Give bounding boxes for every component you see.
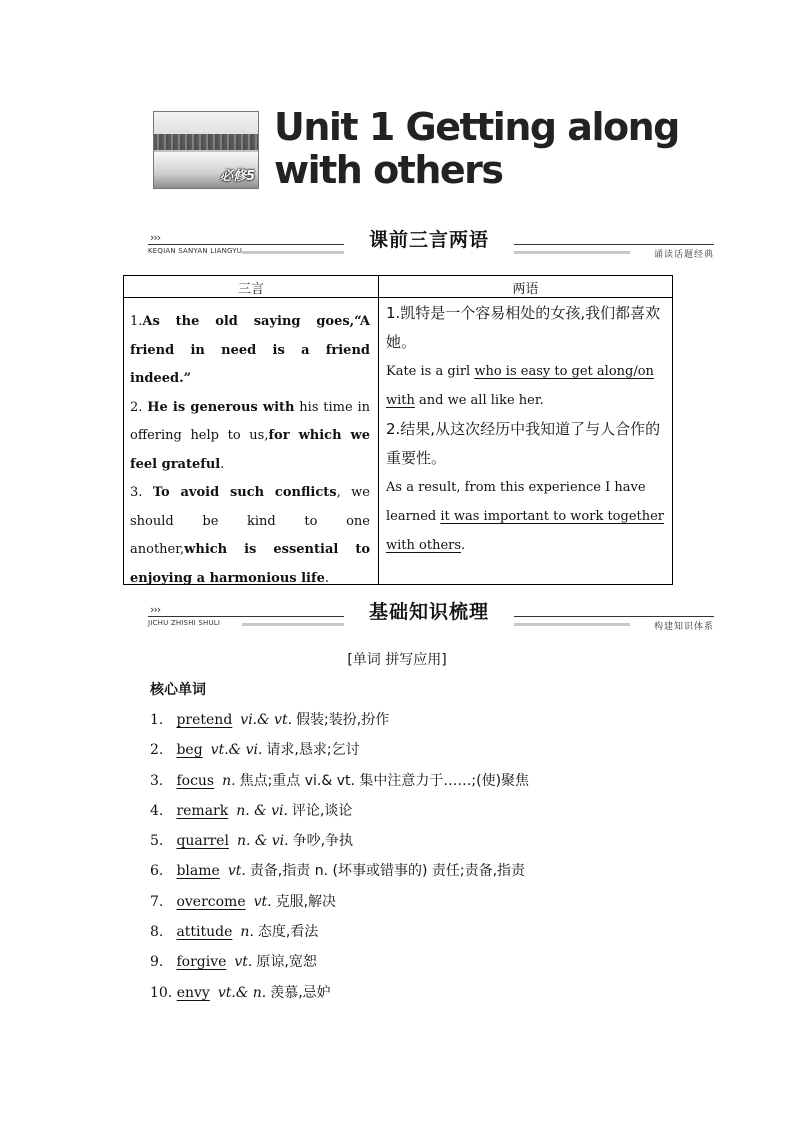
decor-bar-right xyxy=(514,623,630,626)
sentence-2-plain-b: . xyxy=(220,456,225,472)
vocab-number: 3. xyxy=(150,772,164,789)
divider-right xyxy=(514,616,714,617)
vocab-number: 9. xyxy=(150,954,164,971)
table-cell-right xyxy=(386,299,668,560)
translation-1-english xyxy=(386,357,668,415)
vocab-meaning: 克服,解决 xyxy=(275,893,337,910)
sentence-3-plain-b: . xyxy=(324,570,329,586)
decor-bar-right xyxy=(514,251,630,254)
vocab-number: 7. xyxy=(150,893,164,910)
sentence-1-number: 1. xyxy=(130,314,143,329)
vocab-part-of-speech: n. & vi. xyxy=(236,802,288,819)
translation-2-text-a: As a result, from this experience I have learned xyxy=(386,480,646,524)
divider-right xyxy=(514,244,714,245)
vocab-number: 8. xyxy=(150,924,164,941)
vocab-item xyxy=(150,826,710,856)
section-subtitle: 构建知识体系 xyxy=(653,622,714,632)
vocab-meaning: 焦点;重点 vi.& vt. 集中注意力于……;(使)聚焦 xyxy=(239,772,530,789)
phrases-table xyxy=(123,275,673,585)
table-cell-left xyxy=(130,308,370,593)
unit-title: Unit 1 Getting along with others xyxy=(274,105,679,192)
vocab-number: 6. xyxy=(150,863,164,880)
table-divider-horizontal xyxy=(124,297,672,298)
divider-left xyxy=(148,616,344,617)
vocab-part-of-speech: n. & vi. xyxy=(236,833,289,850)
section-subtitle: 诵读话题经典 xyxy=(653,250,714,260)
sentence-2-bold-b: for which we feel grateful xyxy=(130,428,370,472)
vocab-part-of-speech: n. xyxy=(222,772,236,789)
vocab-word: envy xyxy=(176,984,210,1001)
vocab-word: focus xyxy=(176,772,215,789)
vocab-meaning: 争吵,争执 xyxy=(292,833,354,850)
sentence-3-plain-a: , we should be kind to one another, xyxy=(130,485,370,557)
translation-1-text-b: and we all like her. xyxy=(414,393,544,408)
vocab-item xyxy=(150,705,710,735)
sentence-3-bold-a: To avoid such conflicts xyxy=(152,485,337,500)
divider-left xyxy=(148,244,344,245)
translation-2-english xyxy=(386,473,668,560)
vocab-meaning: 羡慕,忌妒 xyxy=(270,984,331,1001)
vocab-item xyxy=(150,887,710,917)
vocab-number: 4. xyxy=(150,802,164,819)
sentence-1: As the old saying goes,“A friend in need is a friend indeed.” xyxy=(130,314,370,386)
vocab-number: 10. xyxy=(150,984,173,1001)
vocab-word: attitude xyxy=(176,924,233,941)
arrows-icon: ››› xyxy=(150,231,161,244)
vocab-number: 2. xyxy=(150,742,164,759)
answer-blank-1: who is easy to get along/on with xyxy=(386,364,654,408)
translation-1-chinese: 1.凯特是一个容易相处的女孩,我们都喜欢她。 xyxy=(386,304,661,351)
vocab-meaning: 态度,看法 xyxy=(257,924,319,941)
vocab-part-of-speech: vt. xyxy=(253,893,272,910)
table-header-right: 两语 xyxy=(512,282,539,297)
vocab-item xyxy=(150,766,710,796)
vocab-meaning: 原谅,宽恕 xyxy=(256,954,317,971)
sentence-3-bold-b: which is essential to enjoying a harmonious life xyxy=(130,542,370,586)
vocab-word: beg xyxy=(176,742,203,759)
section-header-jichu xyxy=(148,600,714,630)
section-pinyin: KEQIAN SANYAN LIANGYU xyxy=(148,247,243,255)
vocab-number: 5. xyxy=(150,833,164,850)
section-pinyin: JICHU ZHISHI SHULI xyxy=(148,619,221,627)
vocab-part-of-speech: vt. xyxy=(234,954,253,971)
vocab-number: 1. xyxy=(150,712,164,728)
vocab-word: quarrel xyxy=(176,833,229,850)
vocab-part-of-speech: vt.& vi. xyxy=(210,742,263,759)
vocab-word: overcome xyxy=(176,893,246,910)
arrows-icon: ››› xyxy=(150,603,161,616)
vocab-word: forgive xyxy=(176,954,227,971)
vocab-item xyxy=(150,978,710,1008)
sentence-2-bold-a: He is generous with xyxy=(147,399,295,415)
vocab-item xyxy=(150,856,710,886)
vocab-part-of-speech: vi.& vt. xyxy=(240,712,293,728)
vocab-word: remark xyxy=(176,802,229,819)
vocab-meaning: 评论,谈论 xyxy=(291,802,353,819)
vocab-item xyxy=(150,917,710,947)
section-title: 课前三言两语 xyxy=(368,229,489,251)
section-title: 基础知识梳理 xyxy=(368,601,489,623)
trees-graphic xyxy=(154,134,258,150)
vocab-item xyxy=(150,796,710,826)
vocab-part-of-speech: n. xyxy=(240,924,254,941)
vocab-part-of-speech: vt. xyxy=(227,863,246,880)
vocab-subheading: [单词 拼写应用] xyxy=(347,652,447,668)
book-badge: 必修5 xyxy=(219,169,255,184)
table-divider-vertical xyxy=(378,276,379,584)
decor-bar-left xyxy=(242,251,344,254)
translation-2-text-b: . xyxy=(461,538,466,553)
vocab-item xyxy=(150,735,710,765)
translation-1-text-a: Kate is a girl xyxy=(386,364,475,379)
vocab-word: blame xyxy=(176,863,220,880)
section-header-keqian xyxy=(148,228,714,258)
sentence-2-number: 2. xyxy=(130,399,143,415)
sentence-2-plain-a: his time in offering help to us, xyxy=(130,399,371,443)
vocab-list xyxy=(150,705,710,1008)
translation-2-chinese: 2.结果,从这次经历中我知道了与人合作的重要性。 xyxy=(386,420,661,467)
decor-bar-left xyxy=(242,623,344,626)
vocab-meaning: 责备,指责 n. (坏事或错事的) 责任;责备,指责 xyxy=(249,863,526,880)
vocab-item xyxy=(150,947,710,977)
vocab-meaning: 请求,恳求;乞讨 xyxy=(266,742,360,759)
sentence-3-number: 3. xyxy=(130,485,143,500)
vocab-meaning: 假装;装扮,扮作 xyxy=(296,712,390,728)
core-words-heading: 核心单词 xyxy=(150,682,206,698)
table-header-left: 三言 xyxy=(237,282,264,297)
vocab-word: pretend xyxy=(176,712,233,728)
unit-thumbnail-image xyxy=(153,111,259,189)
answer-blank-2: it was important to work together with others xyxy=(386,509,665,553)
vocab-part-of-speech: vt.& n. xyxy=(217,984,267,1001)
